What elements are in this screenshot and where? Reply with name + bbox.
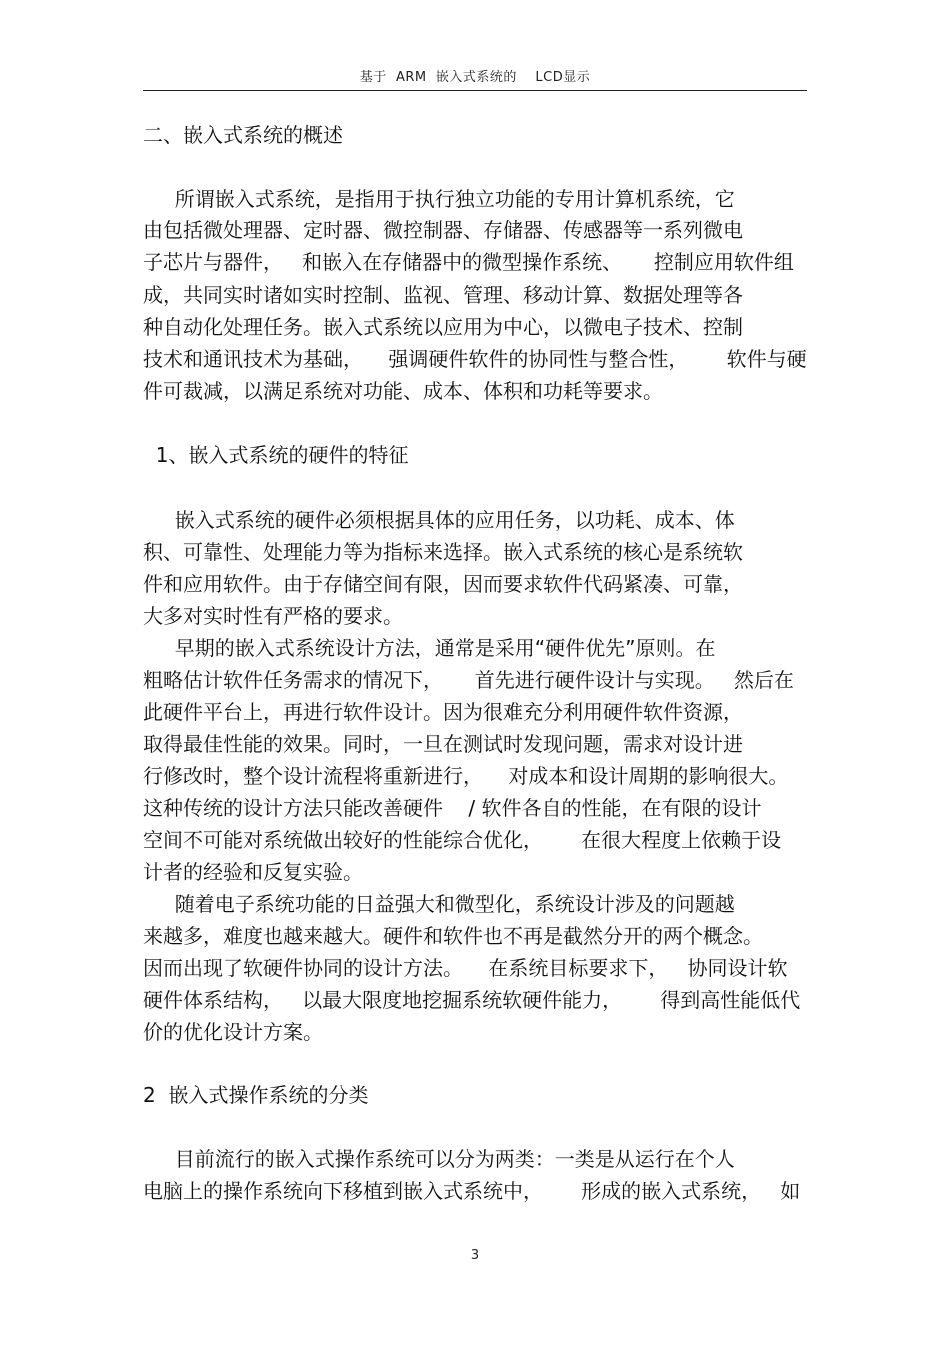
paragraph-line: 价的优化设计方案。 [143, 1020, 323, 1044]
paragraph-line: 件可裁减，以满足系统对功能、成本、体积和功耗等要求。 [143, 379, 663, 403]
running-header: 基于 ARM 嵌入式系统的 LCD显示 [359, 70, 591, 85]
paragraph-line: 计者的经验和反复实验。 [143, 860, 363, 884]
paragraph-line: 大多对实时性有严格的要求。 [143, 604, 403, 628]
page-number: 3 [470, 1248, 480, 1263]
paragraph-line: 粗略估计软件任务需求的情况下， 首先进行硬件设计与实现。 然后在 [143, 668, 794, 692]
paragraph-line: 件和应用软件。由于存储空间有限，因而要求软件代码紧凑、可靠， [143, 572, 743, 596]
paragraph-line: 目前流行的嵌入式操作系统可以分为两类：一类是从运行在个人 [143, 1147, 735, 1171]
paragraph-line: 电脑上的操作系统向下移植到嵌入式系统中， 形成的嵌入式系统， 如 [143, 1179, 801, 1203]
paragraph-line: 成，共同实时诸如实时控制、监视、管理、移动计算、数据处理等各 [143, 283, 743, 307]
paragraph-line: 此硬件平台上，再进行软件设计。因为很难充分利用硬件软件资源， [143, 700, 743, 724]
subsection-title: 1、嵌入式系统的硬件的特征 [143, 443, 409, 467]
paragraph-line: 早期的嵌入式系统设计方法，通常是采用“硬件优先”原则。在 [143, 636, 716, 660]
paragraph-line: 嵌入式系统的硬件必须根据具体的应用任务，以功耗、成本、体 [143, 508, 735, 532]
paragraph-line: 子芯片与器件， 和嵌入在存储器中的微型操作系统、 控制应用软件组 [143, 250, 794, 274]
paragraph-line: 因而出现了软硬件协同的设计方法。 在系统目标要求下， 协同设计软 [143, 956, 788, 980]
subsection-title: 2 嵌入式操作系统的分类 [143, 1083, 369, 1107]
paragraph-line: 技术和通讯技术为基础， 强调硬件软件的协同性与整合性， 软件与硬 [143, 347, 807, 371]
paragraph-line: 这种传统的设计方法只能改善硬件 / 软件各自的性能，在有限的设计 [143, 796, 762, 820]
paragraph-line: 种自动化处理任务。嵌入式系统以应用为中心，以微电子技术、控制 [143, 315, 743, 339]
paragraph-line: 由包括微处理器、定时器、微控制器、存储器、传感器等一系列微电 [143, 218, 743, 242]
paragraph-line: 取得最佳性能的效果。同时，一旦在测试时发现问题，需求对设计进 [143, 732, 743, 756]
section-title: 二、嵌入式系统的概述 [143, 123, 343, 147]
paragraph-line: 所谓嵌入式系统，是指用于执行独立功能的专用计算机系统，它 [143, 187, 735, 211]
paragraph-line: 积、可靠性、处理能力等为指标来选择。嵌入式系统的核心是系统软 [143, 540, 743, 564]
paragraph-line: 行修改时，整个设计流程将重新进行， 对成本和设计周期的影响很大。 [143, 764, 789, 788]
header-divider [143, 90, 807, 91]
paragraph-line: 随着电子系统功能的日益强大和微型化，系统设计涉及的问题越 [143, 892, 735, 916]
paragraph-line: 硬件体系结构， 以最大限度地挖掘系统软硬件能力， 得到高性能低代 [143, 988, 801, 1012]
paragraph-line: 来越多，难度也越来越大。硬件和软件也不再是截然分开的两个概念。 [143, 924, 763, 948]
paragraph-line: 空间不可能对系统做出较好的性能综合优化， 在很大程度上依赖于设 [143, 828, 782, 852]
